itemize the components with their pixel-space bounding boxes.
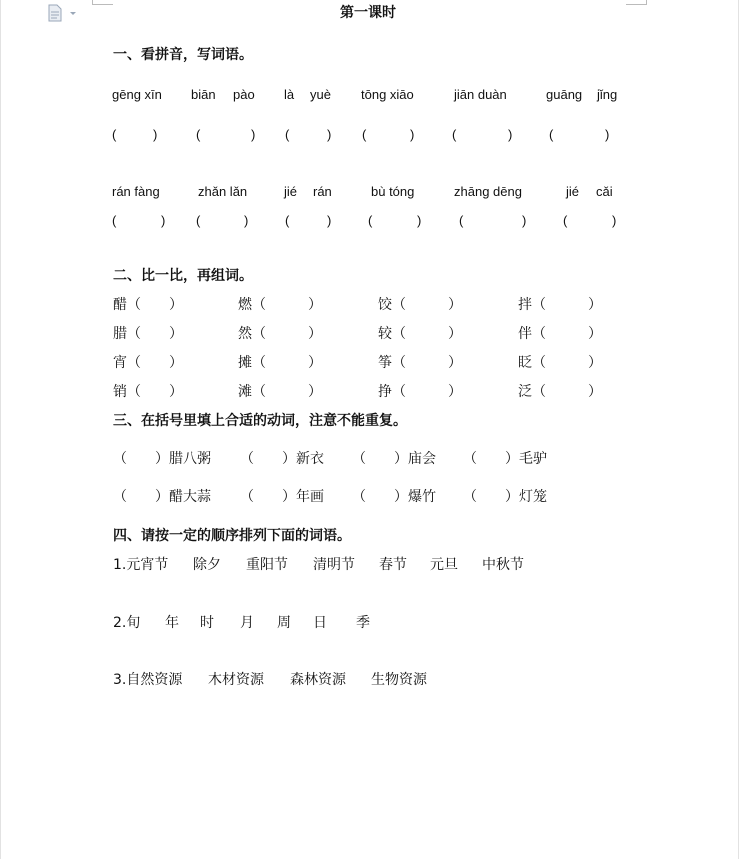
answer-paren-close: ) — [605, 127, 610, 142]
order-word: 重阳节 — [246, 557, 288, 573]
order-word: 森林资源 — [290, 672, 346, 688]
pinyin: zhǎn lǎn — [198, 184, 248, 199]
answer-paren-open: ( — [112, 127, 117, 142]
pinyin: jiān duàn — [454, 87, 507, 102]
section3-heading: 三、在括号里填上合适的动词，注意不能重复。 — [113, 413, 407, 429]
pinyin: yuè — [310, 87, 331, 102]
answer-paren-open: ( — [196, 213, 201, 228]
verb-fill-item: （ ）灯笼 — [463, 489, 547, 505]
char-word-item: 销（ ） — [113, 384, 183, 400]
answer-paren-close: ) — [327, 127, 332, 142]
answer-paren-close: ) — [417, 213, 422, 228]
answer-paren-close: ) — [161, 213, 166, 228]
char-word-item: 饺（ ） — [378, 297, 462, 313]
verb-fill-item: （ ）庙会 — [352, 451, 436, 467]
section2-heading: 二、比一比，再组词。 — [113, 268, 253, 284]
answer-paren-close: ) — [251, 127, 256, 142]
answer-paren-close: ) — [410, 127, 415, 142]
order-word: 春节 — [379, 557, 407, 573]
answer-paren-open: ( — [459, 213, 464, 228]
char-word-item: 泛（ ） — [518, 384, 602, 400]
section4-heading: 四、请按一定的顺序排列下面的词语。 — [113, 528, 351, 544]
order-word: 季 — [356, 615, 370, 631]
char-word-item: 然（ ） — [238, 326, 322, 342]
answer-paren-close: ) — [153, 127, 158, 142]
char-word-item: 燃（ ） — [238, 297, 322, 313]
pinyin: guāng — [546, 87, 583, 102]
char-word-item: 较（ ） — [378, 326, 462, 342]
section1-heading: 一、看拼音，写词语。 — [113, 47, 253, 63]
char-word-item: 滩（ ） — [238, 384, 322, 400]
pinyin: tōng xiāo — [361, 87, 414, 102]
verb-fill-item: （ ）腊八粥 — [113, 451, 211, 467]
pinyin: jié — [566, 184, 580, 199]
answer-paren-open: ( — [362, 127, 367, 142]
order-word: 清明节 — [313, 557, 355, 573]
answer-paren-open: ( — [368, 213, 373, 228]
char-word-item: 摊（ ） — [238, 355, 322, 371]
answer-paren-open: ( — [452, 127, 457, 142]
answer-paren-open: ( — [549, 127, 554, 142]
pinyin: rán fàng — [112, 184, 160, 199]
verb-fill-item: （ ）年画 — [240, 489, 324, 505]
pinyin: zhāng dēng — [454, 184, 522, 199]
page-left-edge — [0, 0, 1, 859]
char-word-item: 醋（ ） — [113, 297, 183, 313]
answer-paren-open: ( — [285, 127, 290, 142]
verb-fill-item: （ ）醋大蒜 — [113, 489, 211, 505]
verb-fill-item: （ ）爆竹 — [352, 489, 436, 505]
answer-paren-close: ) — [508, 127, 513, 142]
answer-paren-close: ) — [244, 213, 249, 228]
answer-paren-close: ) — [522, 213, 527, 228]
pinyin: bù tóng — [371, 184, 415, 199]
order-word: 时 — [200, 615, 214, 631]
order-word: 年 — [165, 615, 179, 631]
order-word: 月 — [240, 615, 254, 631]
pinyin: pào — [233, 87, 255, 102]
pinyin: rán — [313, 184, 332, 199]
answer-paren-open: ( — [563, 213, 568, 228]
pinyin: biān — [191, 87, 216, 102]
order-word: 3.自然资源 — [113, 672, 183, 688]
pinyin: cǎi — [596, 184, 613, 199]
char-word-item: 伴（ ） — [518, 326, 602, 342]
char-word-item: 眨（ ） — [518, 355, 602, 371]
document-icon[interactable] — [46, 4, 82, 22]
order-word: 日 — [313, 615, 327, 631]
order-word: 2.旬 — [113, 615, 141, 631]
order-word: 元旦 — [430, 557, 458, 573]
answer-paren-open: ( — [285, 213, 290, 228]
answer-paren-open: ( — [196, 127, 201, 142]
order-word: 中秋节 — [482, 557, 524, 573]
char-word-item: 拌（ ） — [518, 297, 602, 313]
page-title: 第一课时 — [340, 5, 396, 21]
char-word-item: 腊（ ） — [113, 326, 183, 342]
verb-fill-item: （ ）毛驴 — [463, 451, 547, 467]
char-word-item: 筝（ ） — [378, 355, 462, 371]
pinyin: là — [284, 87, 295, 102]
order-word: 除夕 — [193, 557, 221, 573]
order-word: 周 — [277, 615, 291, 631]
answer-paren-open: ( — [112, 213, 117, 228]
page-corner-mark-left — [92, 0, 113, 5]
pinyin: jǐng — [597, 87, 618, 102]
answer-paren-close: ) — [327, 213, 332, 228]
order-word: 1.元宵节 — [113, 557, 169, 573]
answer-paren-close: ) — [612, 213, 617, 228]
page-corner-mark-right — [626, 0, 647, 5]
char-word-item: 挣（ ） — [378, 384, 462, 400]
pinyin: gēng xīn — [112, 87, 162, 102]
order-word: 木材资源 — [208, 672, 264, 688]
char-word-item: 宵（ ） — [113, 355, 183, 371]
pinyin: jié — [284, 184, 298, 199]
verb-fill-item: （ ）新衣 — [240, 451, 324, 467]
order-word: 生物资源 — [371, 672, 427, 688]
